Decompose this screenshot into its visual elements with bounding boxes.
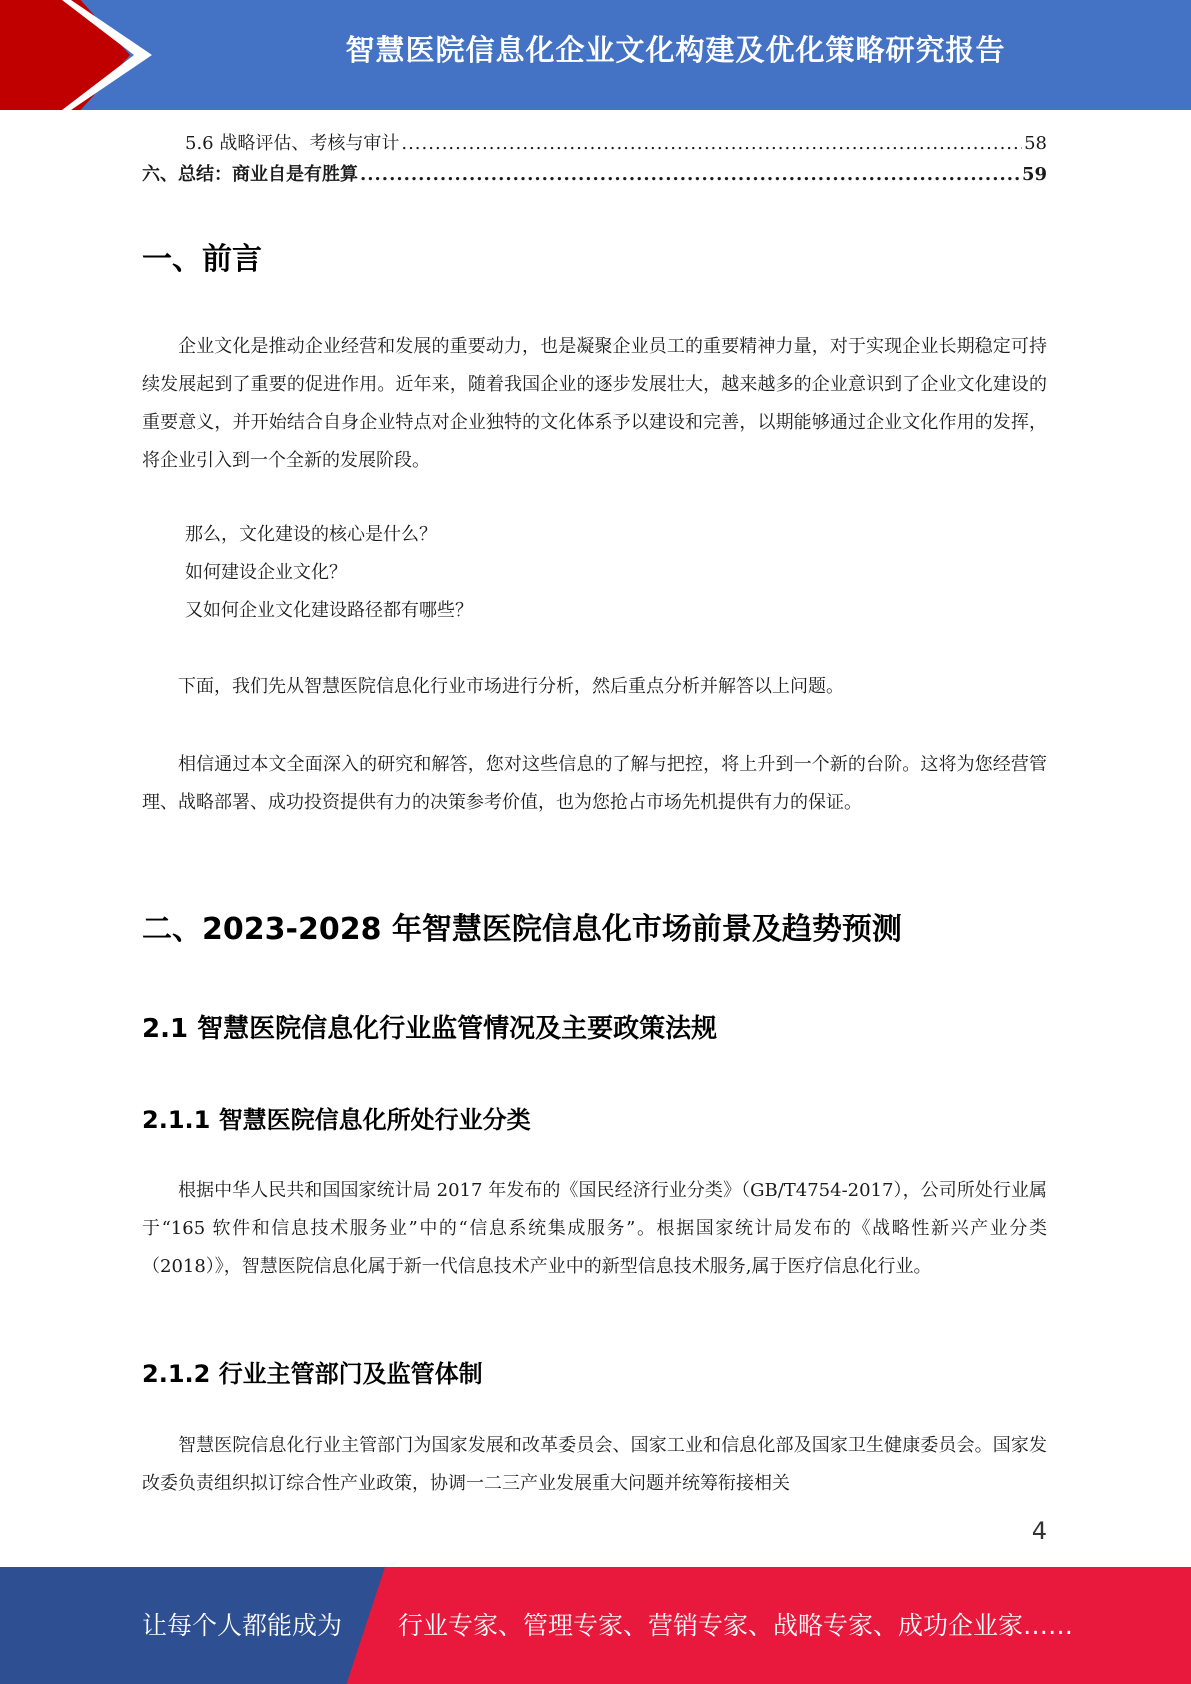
question-item: 如何建设企业文化？ (185, 562, 347, 583)
footer-slogan-right: 行业专家、管理专家、营销专家、战略专家、成功企业家…… (398, 1611, 1074, 1640)
paragraph: 智慧医院信息化行业主管部门为国家发展和改革委员会、国家工业和信息化部及国家卫生健康委员会。国家发改委负责组织拟订综合性产业政策，协调一二三产业发展重大问题并统筹衔接相关 (142, 1435, 1047, 1494)
question-item: 又如何企业文化建设路径都有哪些？ (185, 600, 473, 621)
subsection-heading: 2.1 智慧医院信息化行业监管情况及主要政策法规 (142, 1014, 718, 1044)
toc-entry-page: 59 (1021, 164, 1047, 185)
toc-entry-label: 5.6 战略评估、考核与审计 (185, 133, 400, 154)
footer-banner (0, 1567, 1191, 1684)
toc-leader (360, 159, 1020, 190)
toc-entry-page: 58 (1024, 133, 1047, 154)
toc-leader (401, 128, 1022, 159)
footer-slogan-left: 让每个人都能成为 (142, 1611, 343, 1640)
page-number: 4 (1031, 1517, 1047, 1545)
header-red-arrow (0, 0, 130, 110)
paragraph: 企业文化是推动企业经营和发展的重要动力，也是凝聚企业员工的重要精神力量，对于实现企业长期稳定可持续发展起到了重要的促进作用。近年来，随着我国企业的逐步发展壮大，越来越多的企业意识到了企业文化建设的重要意义，并开始结合自身企业特点对企业独特的文化体系予以建设和完善，以期能够通过企业文化作用的发挥，将企业引入到一个全新的发展阶段。 (142, 336, 1047, 471)
paragraph: 根据中华人民共和国国家统计局 2017 年发布的《国民经济行业分类》（GB/T4754-2017），公司所处行业属于“165 软件和信息技术服务业”中的“信息系统集成服务”。根据国家统计局发布的《战略性新兴产业分类（2018）》，智慧医院信息化属于新一代信息技术产业中的新型信息技术服务,属于医疗信息化行业。 (142, 1180, 1047, 1277)
paragraph: 下面，我们先从智慧医院信息化行业市场进行分析，然后重点分析并解答以上问题。 (178, 676, 844, 697)
report-title: 智慧医院信息化企业文化构建及优化策略研究报告 (345, 33, 1006, 67)
section-heading: 一、前言 (142, 242, 262, 277)
subsection-heading: 2.1.1 智慧医院信息化所处行业分类 (142, 1106, 531, 1134)
question-item: 那么，文化建设的核心是什么？ (185, 524, 437, 545)
subsection-heading: 2.1.2 行业主管部门及监管体制 (142, 1360, 483, 1388)
header-banner (0, 0, 1191, 110)
section-heading: 二、2023-2028 年智慧医院信息化市场前景及趋势预测 (142, 912, 902, 947)
toc-entry[interactable] (142, 159, 1047, 190)
toc-entry-label: 六、总结：商业自是有胜算 (142, 164, 358, 185)
toc (142, 128, 1047, 190)
paragraph: 相信通过本文全面深入的研究和解答，您对这些信息的了解与把控，将上升到一个新的台阶。这将为您经营管理、战略部署、成功投资提供有力的决策参考价值，也为您抢占市场先机提供有力的保证。 (142, 754, 1047, 813)
toc-entry[interactable] (142, 128, 1047, 159)
question-list (142, 516, 1047, 630)
